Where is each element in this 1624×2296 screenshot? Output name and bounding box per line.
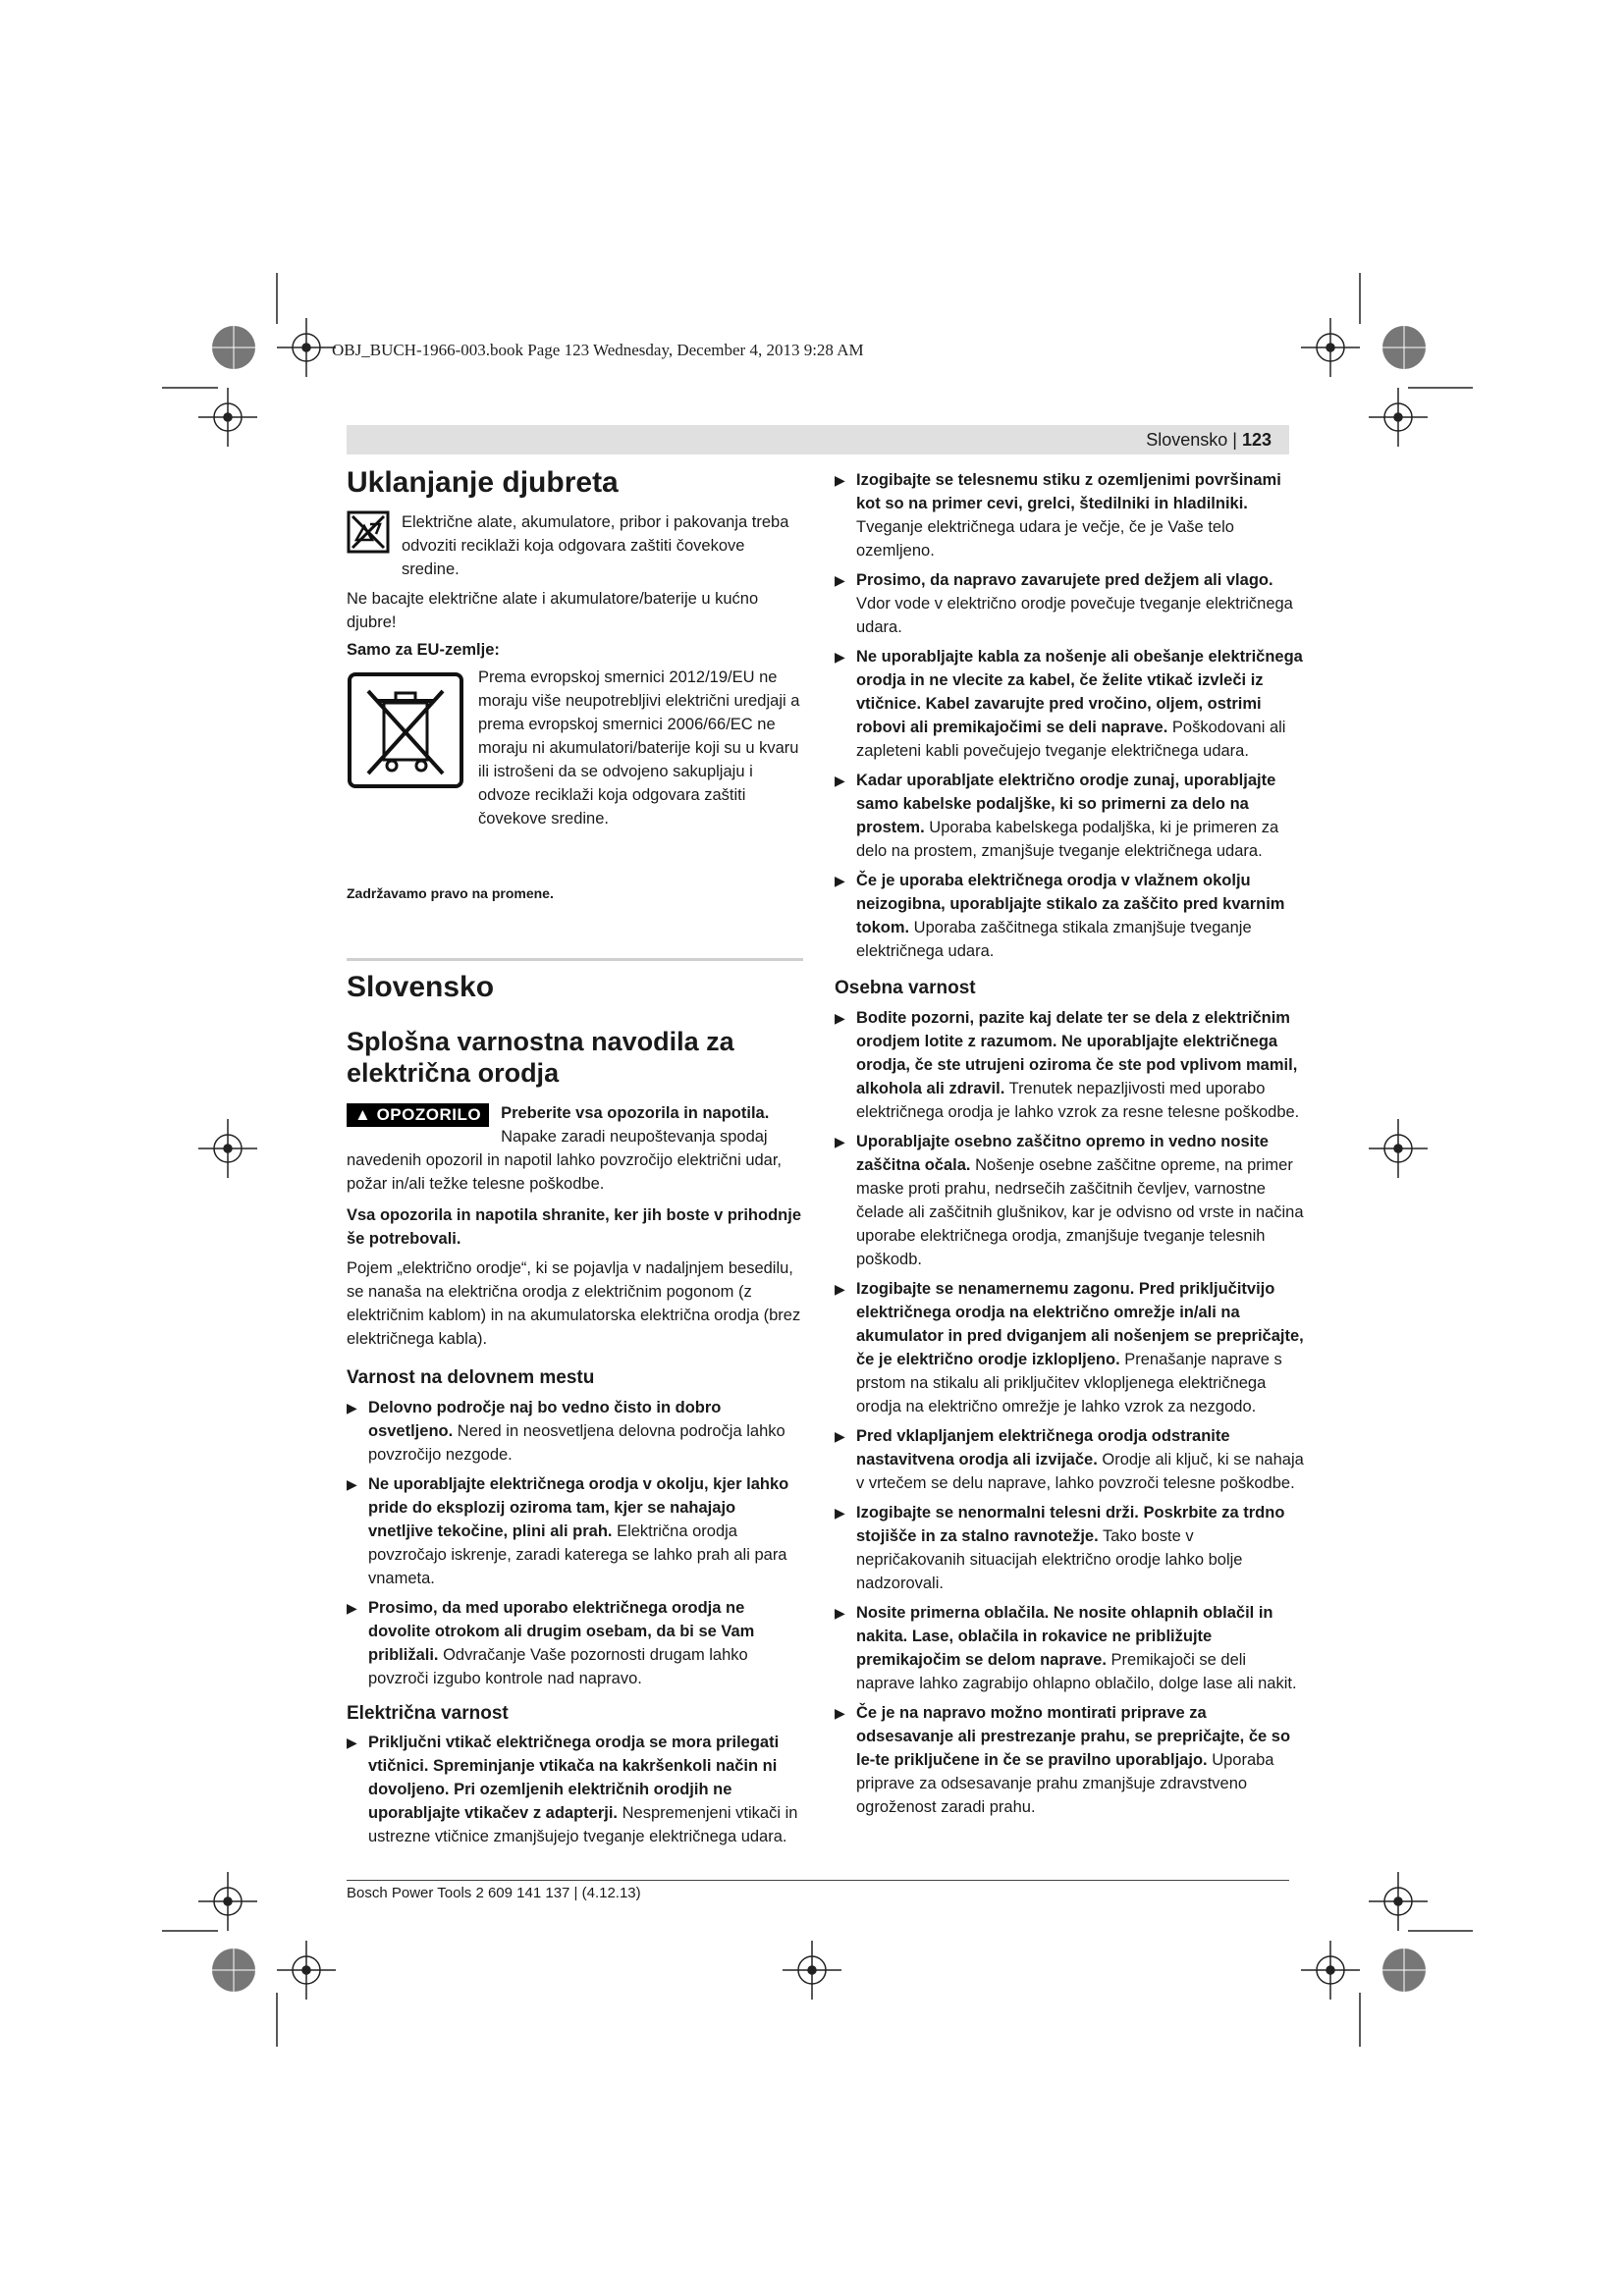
crossed-bin-icon — [347, 671, 464, 789]
disposal-household: Ne bacajte električne alate i akumulatore/baterije u kućno djubre! — [347, 589, 759, 631]
bullet-icon: ▶ — [835, 1604, 845, 1621]
list-item: ▶ Izogibajte se nenormalni telesni drži. Poskrbite za trdno stojišče in za stalno ravnotežje. Tako boste v nepričakovanih situacijah električno orodje lahko bolje nadzorovali. — [835, 1501, 1304, 1595]
list-item: ▶ Priključni vtikač električnega orodja se mora prilegati vtičnici. Spreminjanje vtikača na kakršenkoli način ni dovoljeno. Pri ozemljenih električnih orodjih ne uporabljajte vtikačev z adapterji. Nespremenjeni vtikači in ustrezne vtičnice zmanjšujejo tveganje električnega udara. — [347, 1731, 803, 1848]
warning-lead: Preberite vsa opozorila in napotila. — [501, 1103, 770, 1122]
list-item: ▶ Nosite primerna oblačila. Ne nosite ohlapnih oblačil in nakita. Lase, oblačila in rokavice ne približujte premikajočim se delom naprave. Premikajoči se deli naprave lahko zagrabijo ohlapno oblačilo, dolge lase ali nakit. — [835, 1601, 1304, 1695]
bullet-icon: ▶ — [347, 1735, 357, 1751]
electrical-list — [347, 1731, 803, 1848]
bullet-icon: ▶ — [835, 472, 845, 488]
bullet-icon: ▶ — [835, 1133, 845, 1149]
list-item: ▶ Ne uporabljajte električnega orodja v okolju, kjer lahko pride do eksplozij oziroma tam, kjer se nahajajo vnetljive tekočine, plini ali prah. Električna orodja povzročajo iskrenje, zaradi katerega se lahko prah ali para vnameta. — [347, 1472, 803, 1590]
list-item: ▶ Uporabljajte osebno zaščitno opremo in vedno nosite zaščitna očala. Nošenje osebne zaščitne opreme, na primer maske proti prahu, nedrsečih zaščitnih čevljev, varnostne čelade ali zaščitnih glušnikov, kar je odvisno od vrste in načina uporabe električnega orodja, zmanjšuje tveganje telesnih poškodb. — [835, 1130, 1304, 1271]
section-divider — [347, 958, 803, 961]
bullet-icon: ▶ — [835, 1704, 845, 1721]
personal-heading: Osebna varnost — [835, 978, 976, 998]
bullet-icon: ▶ — [835, 649, 845, 665]
running-header: Slovensko | 123 — [1146, 430, 1272, 450]
list-item: ▶ Ne uporabljajte kabla za nošenje ali obešanje električnega orodja in ne vlecite za kabel, če želite vtikač izvleči iz vtičnice. Kabel zavarujte pred vročino, oljem, ostrimi robovi ali premikajočimi se deli naprave. Poškodovani ali zapleteni kabli povečujejo tveganje električnega udara. — [835, 645, 1304, 763]
bullet-icon: ▶ — [835, 1009, 845, 1026]
left-column — [347, 466, 803, 1848]
bullet-icon: ▶ — [347, 1399, 357, 1415]
bullet-icon: ▶ — [835, 773, 845, 788]
print-header: OBJ_BUCH-1966-003.book Page 123 Wednesday, December 4, 2013 9:28 AM — [332, 341, 864, 359]
electrical-heading: Električna varnost — [347, 1702, 509, 1724]
list-item: ▶ Če je na napravo možno montirati priprave za odsesavanje ali prestrezanje prahu, se prepričajte, če so le-te priključene in če se pravilno uporabljajo. Uporaba priprave za odsesavanje prahu zmanjšuje zdravstveno ogroženost zaradi prahu. — [835, 1701, 1304, 1819]
list-item: ▶ Izogibajte se telesnemu stiku z ozemljenimi površinami kot so na primer cevi, grelci, štedilniki in hladilniki. Tveganje električnega udara je večje, če je Vaše telo ozemljeno. — [835, 468, 1304, 562]
disposal-text: Električne alate, akumulatore, pribor i pakovanja treba odvoziti reciklaži koja odgovara zaštiti čovekove sredine. — [402, 512, 789, 578]
warning-triangle-icon: ▲ — [354, 1104, 372, 1124]
disposal-block — [347, 510, 803, 581]
eu-heading: Samo za EU-zemlje: — [347, 640, 500, 659]
list-item: ▶ Prosimo, da med uporabo električnega orodja ne dovolite otrokom ali drugim osebam, da bi se Vam približali. Odvračanje Vaše pozornosti drugam lahko povzroči izgubo kontrole nad napravo. — [347, 1596, 803, 1690]
list-item: ▶ Če je uporaba električnega orodja v vlažnem okolju neizogibna, uporabljajte stikalo za zaščito pred kvarnim tokom. Uporaba zaščitnega stikala zmanjšuje tveganje električnega udara. — [835, 869, 1304, 963]
bullet-icon: ▶ — [835, 1427, 845, 1444]
disposal-title: Uklanjanje djubreta — [347, 466, 619, 499]
right-column — [835, 468, 1304, 1819]
eu-text: Prema evropskoj smernici 2012/19/EU ne moraju više neupotrebljivi električni uredjaji a prema evropskoj smernici 2006/66/EC ne moraju ni akumulatori/baterije koji su u kvaru ili istrošeni da se odvojeno sakupljaju i odvoze reciklaži koja odgovara zaštiti čovekove sredine. — [478, 667, 800, 828]
list-item: ▶ Delovno področje naj bo vedno čisto in dobro osvetljeno. Nered in neosvetljena delovna področja lahko povzročijo nezgode. — [347, 1396, 803, 1467]
footer-rule — [347, 1880, 1289, 1881]
warning-rest: Napake zaradi neupoštevanja spodaj navedenih opozoril in napotil lahko povzročijo električni udar, požar in/ali težke telesne poškodbe. — [347, 1127, 783, 1193]
list-item: ▶ Pred vklapljanjem električnega orodja odstranite nastavitvena orodja ali izvijače. Orodje ali ključ, ki se nahaja v vrtečem se delu naprave, lahko povzroči telesne poškodbe. — [835, 1424, 1304, 1495]
safety-title: Splošna varnostna navodila za električna orodja — [347, 1027, 734, 1089]
eu-block — [347, 666, 803, 830]
bullet-icon: ▶ — [835, 572, 845, 588]
bullet-icon: ▶ — [835, 873, 845, 888]
bullet-icon: ▶ — [835, 1504, 845, 1521]
workplace-heading: Varnost na delovnem mestu — [347, 1366, 595, 1388]
definition: Pojem „električno orodje“, ki se pojavlja v nadaljnjem besedilu, se nanaša na električna orodja z električnim pogonom (z električnim kablom) in na akumulatorska električna orodja (brez električnega kabla). — [347, 1258, 801, 1348]
crossed-recycle-icon — [347, 510, 390, 554]
page-number: 123 — [1241, 430, 1272, 450]
bullet-icon: ▶ — [347, 1599, 357, 1616]
list-item: ▶ Bodite pozorni, pazite kaj delate ter se dela z električnim orodjem lotite z razumom. Ne uporabljajte električnega orodja, če ste utrujeni oziroma če ste pod vplivom mamil, alkohola ali zdravil. Trenutek nepazljivosti med uporabo električnega orodja je lahko vzrok za resne telesne poškodbe. — [835, 1006, 1304, 1124]
list-item: ▶ Kadar uporabljate električno orodje zunaj, uporabljajte samo kabelske podaljške, ki so primerni za delo na prostem. Uporaba kabelskega podaljška, ki je primeren za delo na prostem, zmanjšuje tveganje električnega udara. — [835, 769, 1304, 863]
section-title: Slovensko — [347, 970, 495, 1003]
electrical-list-continued — [835, 468, 1304, 963]
keep-instructions: Vsa opozorila in napotila shranite, ker jih boste v prihodnje še potrebovali. — [347, 1205, 801, 1248]
warning-block — [347, 1101, 803, 1196]
header-language: Slovensko — [1146, 430, 1228, 450]
personal-list — [835, 1006, 1304, 1819]
page-footer: Bosch Power Tools 2 609 141 137 | (4.12.13) — [347, 1885, 641, 1901]
warning-badge — [347, 1103, 489, 1127]
bullet-icon: ▶ — [835, 1280, 845, 1297]
rights-note: Zadržavamo pravo na promene. — [347, 884, 554, 901]
warning-badge-label: OPOZORILO — [376, 1104, 482, 1124]
bullet-icon: ▶ — [347, 1475, 357, 1492]
list-item: ▶ Izogibajte se nenamernemu zagonu. Pred priključitvijo električnega orodja na električno omrežje in/ali na akumulator in pred dviganjem ali nošenjem se prepričajte, če je električno orodje izklopljeno. Prenašanje naprave s prstom na stikalu ali priključitev vklopljenega električnega orodja na električno omrežje je lahko vzrok za nezgodo. — [835, 1277, 1304, 1418]
list-item: ▶ Prosimo, da napravo zavarujete pred dežjem ali vlago. Vdor vode v električno orodje povečuje tveganje električnega udara. — [835, 568, 1304, 639]
workplace-list — [347, 1396, 803, 1690]
running-header-bar — [347, 425, 1289, 454]
